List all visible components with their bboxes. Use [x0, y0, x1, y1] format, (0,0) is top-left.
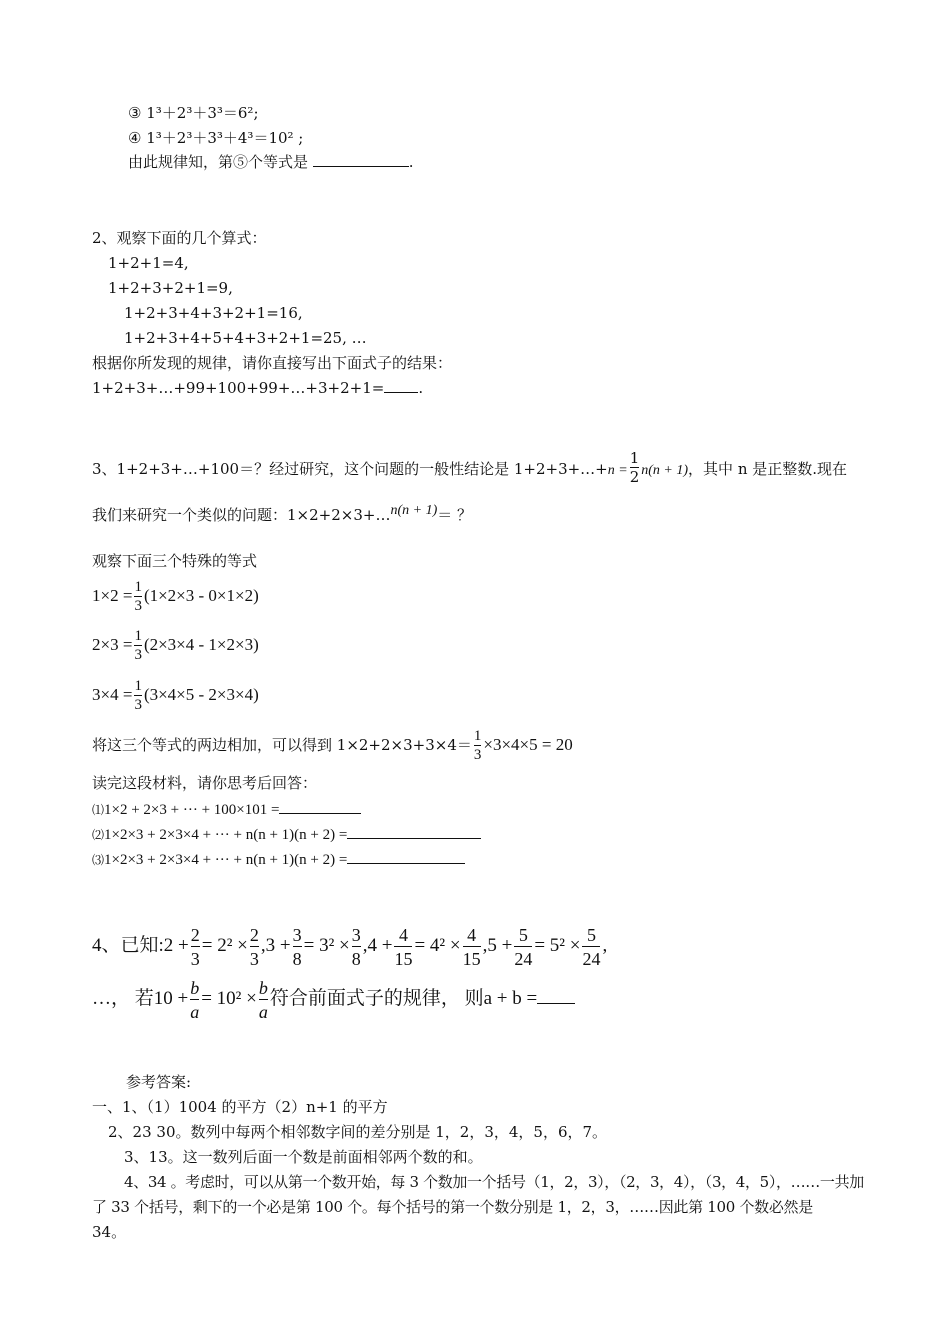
- fraction: [190, 977, 199, 1023]
- identity-3: [92, 677, 259, 714]
- part-expression: 1×2 + 2×3 + ··· + 100×101 =: [104, 802, 280, 818]
- fraction-denominator: 15: [394, 946, 412, 970]
- fraction-denominator: 8: [352, 946, 361, 970]
- fraction: [463, 924, 481, 970]
- q3-line-1: [92, 449, 848, 488]
- q3-read: 读完这段材料，请你思考后回答：: [92, 774, 318, 792]
- answer-4-line-3: 34。: [92, 1223, 127, 1241]
- fraction-numerator: 1: [473, 728, 482, 744]
- fraction-numerator: 1: [134, 579, 142, 596]
- fraction: [250, 924, 259, 970]
- identity-rhs: (1×2×3 - 0×1×2): [143, 586, 259, 605]
- term-integer: 2 +: [163, 935, 189, 956]
- fraction-denominator: 3: [134, 598, 142, 615]
- fraction: [134, 678, 142, 714]
- fraction: [630, 450, 640, 486]
- fraction: [293, 924, 302, 970]
- identity-2: [92, 627, 259, 664]
- formula-lead: n =: [607, 463, 628, 478]
- fraction: [474, 728, 482, 764]
- q2-prompt: 根据你所发现的规律，请你直接写出下面式子的结果：: [92, 354, 453, 372]
- identity-rhs: (2×3×4 - 1×2×3): [143, 635, 259, 654]
- fraction-denominator: 2: [629, 468, 640, 486]
- q3-line-2-end: ＝ ？: [437, 506, 473, 524]
- separator: ,: [602, 935, 608, 956]
- term-integer: 4 +: [367, 935, 393, 956]
- q2-expression-end: .: [418, 379, 424, 397]
- fraction: [514, 924, 532, 970]
- fraction-numerator: 3: [292, 924, 302, 945]
- q4-line-2: [92, 975, 575, 1023]
- answer-blank[interactable]: [313, 152, 409, 167]
- answer-3: 3、13。这一数列后面一个数是前面相邻两个数的和。: [124, 1148, 483, 1166]
- intro-question-text: 由此规律知，第⑤个等式是: [128, 153, 309, 171]
- identity-lhs: 3×4 =: [92, 685, 133, 704]
- answers-title: 参考答案:: [126, 1073, 192, 1091]
- answer-2: 2、23 30。数列中每两个相邻数字间的差分别是 1，2，3，4，5，6，7。: [108, 1123, 608, 1141]
- formula: n(n + 1): [390, 503, 438, 518]
- q3-line-1-end: ，其中 n 是正整数.现在: [688, 460, 848, 478]
- fraction: [191, 924, 200, 970]
- q3-sum-result: ×3×4×5 = 20: [483, 735, 573, 754]
- term-middle: = 4² ×: [414, 935, 461, 956]
- part-expression: 1×2×3 + 2×3×4 + ··· + n(n + 1)(n + 2) =: [104, 827, 348, 843]
- equation-4: ④ 1³＋2³＋3³＋4³＝10² ;: [128, 129, 304, 147]
- q3-sum-text: 将这三个等式的两边相加，可以得到 1×2+2×3+3×4＝: [92, 736, 472, 754]
- q4-line-2-end: 符合前面式子的规律， 则a + b =: [269, 988, 538, 1009]
- term-middle: = 5² ×: [534, 935, 581, 956]
- fraction-numerator: 2: [249, 924, 259, 945]
- identity-rhs: (3×4×5 - 2×3×4): [143, 685, 259, 704]
- fraction-denominator: 3: [473, 747, 482, 763]
- part-label: ⑵: [92, 828, 105, 842]
- fraction-numerator: 4: [467, 924, 477, 945]
- answer-blank[interactable]: [347, 824, 481, 839]
- fraction-numerator: 1: [629, 449, 640, 467]
- q3-part-1: [92, 799, 361, 820]
- fraction: [352, 924, 361, 970]
- equation-3: ③ 1³＋2³＋3³＝6²;: [128, 104, 259, 122]
- term-middle: = 10² ×: [201, 988, 257, 1009]
- q3-part-2: [92, 824, 481, 845]
- fraction: [394, 924, 412, 970]
- fraction-numerator: 5: [518, 924, 528, 945]
- fraction: [582, 924, 600, 970]
- fraction-denominator: 24: [582, 946, 600, 970]
- answer-blank[interactable]: [279, 799, 361, 814]
- fraction-numerator: b: [190, 977, 200, 998]
- q3-line-2: [92, 505, 472, 527]
- fraction-numerator: 2: [190, 924, 200, 945]
- q4-line-1: [92, 922, 607, 970]
- q3-line-2-text: 我们来研究一个类似的问题：1×2+2×3+…: [92, 506, 391, 524]
- identity-lhs: 1×2 =: [92, 586, 133, 605]
- fraction-denominator: 8: [293, 946, 302, 970]
- identity-1: [92, 578, 259, 615]
- identity-lhs: 2×3 =: [92, 635, 133, 654]
- fraction: [134, 628, 142, 664]
- term-middle: = 2² ×: [201, 935, 248, 956]
- q3-part-3: [92, 849, 465, 870]
- q2-expression-text: 1+2+3+…+99+100+99+…+3+2+1=: [92, 379, 385, 397]
- fraction-denominator: 3: [250, 946, 259, 970]
- answer-4-line-1: 4、34 。考虑时，可以从第一个数开始，每 3 个数加一个括号（1，2，3），（2，3，4），（3，4，5），……一共加: [124, 1173, 864, 1191]
- q2-title: 2、观察下面的几个算式：: [92, 229, 267, 247]
- fraction-denominator: a: [190, 999, 199, 1023]
- fraction-denominator: 3: [191, 946, 200, 970]
- answer-blank[interactable]: [537, 987, 575, 1004]
- q2-expression: [92, 378, 423, 398]
- fraction-denominator: 15: [463, 946, 481, 970]
- q3-line-1-text: 3、1+2+3+…+100＝？经过研究，这个问题的一般性结论是 1+2+3+…+: [92, 460, 608, 478]
- formula-tail: n(n + 1): [641, 463, 689, 478]
- part-label: ⑶: [92, 853, 105, 867]
- q3-observe: 观察下面三个特殊的等式: [92, 552, 258, 570]
- fraction-numerator: 5: [586, 924, 596, 945]
- answer-1: 一、1、（1）1004 的平方（2）n+1 的平方: [92, 1098, 388, 1116]
- fraction-denominator: a: [259, 999, 268, 1023]
- fraction-numerator: 1: [134, 678, 142, 695]
- q4-line-2-text: …， 若10 +: [92, 988, 189, 1009]
- q2-line-3: 1+2+3+4+3+2+1=16,: [124, 304, 303, 322]
- q2-line-1: 1+2+1=4,: [108, 254, 189, 272]
- q4-prefix: 4、已知:: [92, 935, 164, 956]
- term-middle: = 3² ×: [303, 935, 350, 956]
- fraction-numerator: 3: [351, 924, 361, 945]
- q2-line-4: 1+2+3+4+5+4+3+2+1=25, …: [124, 329, 367, 347]
- separator: ,: [260, 935, 266, 956]
- term-integer: 3 +: [265, 935, 291, 956]
- separator: ,: [362, 935, 368, 956]
- intro-question-end: .: [408, 153, 414, 171]
- separator: ,: [482, 935, 488, 956]
- part-label: ⑴: [92, 803, 105, 817]
- q3-sum: [92, 727, 573, 764]
- fraction-denominator: 24: [514, 946, 532, 970]
- fraction-denominator: 3: [134, 647, 142, 664]
- fraction-numerator: b: [258, 977, 268, 998]
- answer-4-line-2: 了 33 个括号，剩下的一个必是第 100 个。每个括号的第一个数分别是 1，2，3，……因此第 100 个数必然是: [92, 1198, 813, 1216]
- fraction: [259, 977, 268, 1023]
- fraction: [134, 579, 142, 615]
- fraction-numerator: 1: [134, 628, 142, 645]
- q2-line-2: 1+2+3+2+1=9,: [108, 279, 233, 297]
- part-expression: 1×2×3 + 2×3×4 + ··· + n(n + 1)(n + 2) =: [104, 852, 348, 868]
- fraction-denominator: 3: [134, 697, 142, 714]
- term-integer: 5 +: [487, 935, 513, 956]
- answer-blank[interactable]: [347, 849, 465, 864]
- answer-blank[interactable]: [384, 378, 418, 393]
- fraction-numerator: 4: [398, 924, 408, 945]
- intro-question: [128, 152, 414, 172]
